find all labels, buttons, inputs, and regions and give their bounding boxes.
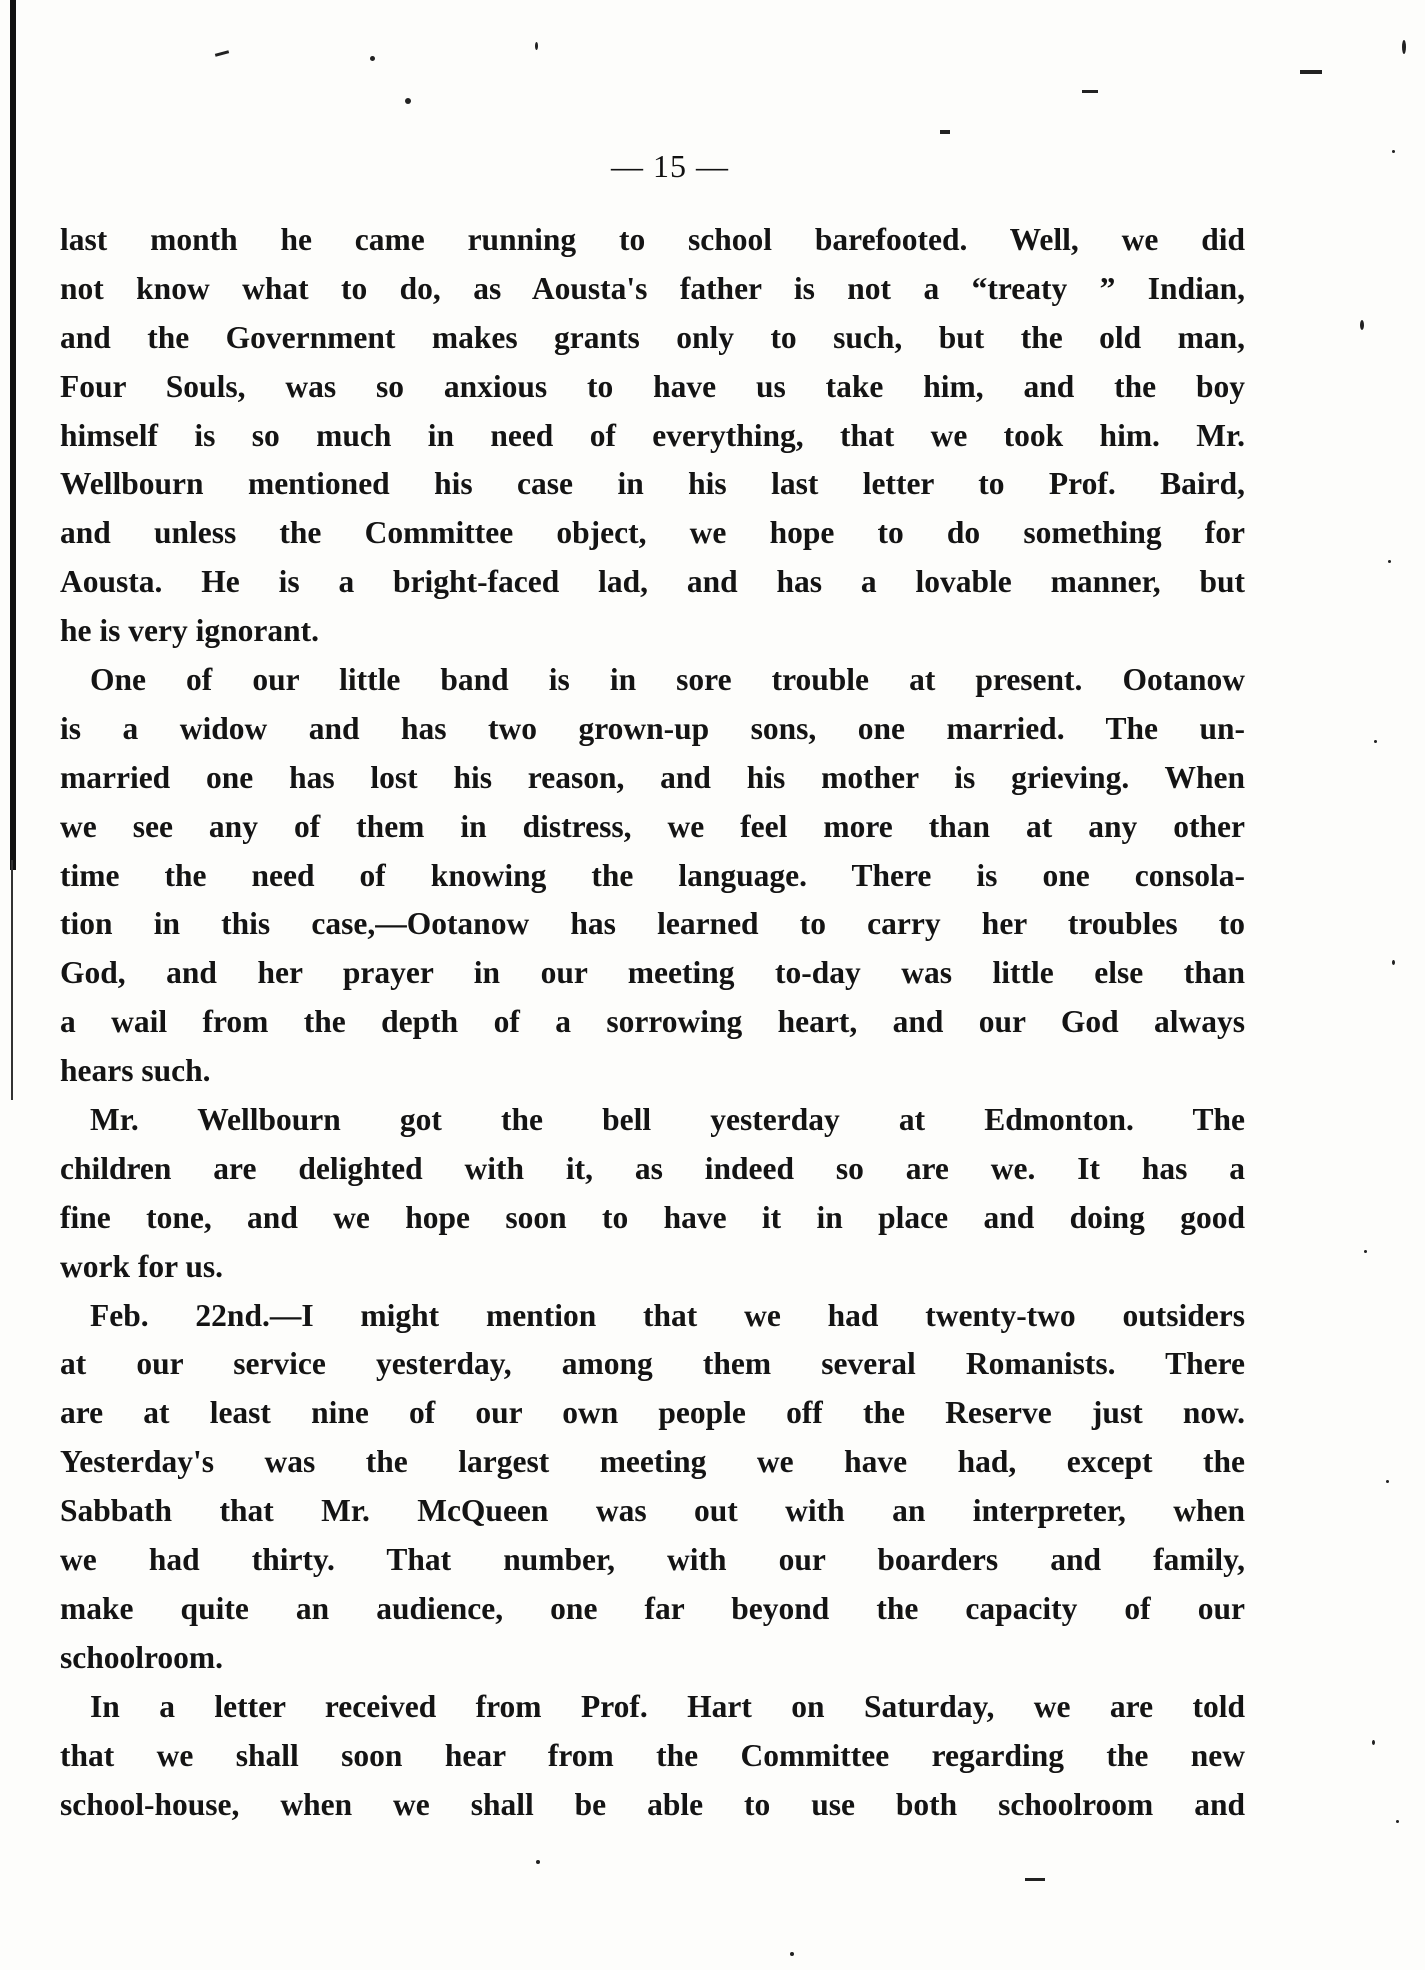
text-line: Feb. 22nd.—I might mention that we had twenty-two outsiders: [90, 1297, 1245, 1333]
binding-edge-line: [11, 860, 13, 1100]
text-line: Four Souls, was so anxious to have us take him, and the boy: [60, 368, 1245, 404]
scan-speck: [1392, 960, 1395, 965]
text-line: not know what to do, as Aousta's father is not a “treaty ” Indian,: [60, 270, 1245, 306]
text-line: Wellbourn mentioned his case in his last letter to Prof. Baird,: [60, 466, 1245, 502]
text-line: children are delighted with it, as indeed so are we. It has a: [60, 1150, 1245, 1186]
scan-speck: [1388, 560, 1391, 563]
text-line: and unless the Committee object, we hope to do something for: [60, 515, 1245, 551]
scan-speck: [1360, 320, 1364, 330]
text-line: fine tone, and we hope soon to have it in place and doing good: [60, 1199, 1245, 1235]
text-line: work for us.: [60, 1248, 224, 1284]
text-line: Aousta. He is a bright-faced lad, and has a lovable manner, but: [60, 564, 1245, 600]
text-line: himself is so much in need of everything, that we took him. Mr.: [60, 417, 1245, 453]
text-line: is a widow and has two grown-up sons, one married. The un-: [60, 710, 1245, 746]
scan-speck: [1364, 1250, 1367, 1253]
text-line: Yesterday's was the largest meeting we have had, except the: [60, 1444, 1245, 1480]
text-line: last month he came running to school barefooted. Well, we did: [60, 222, 1245, 257]
text-line: Sabbath that Mr. McQueen was out with an interpreter, when: [60, 1493, 1245, 1529]
text-line: Mr. Wellbourn got the bell yesterday at Edmonton. The: [90, 1102, 1245, 1138]
scan-speck: [405, 98, 411, 104]
scan-speck: [536, 1860, 540, 1864]
text-line: we had thirty. That number, with our boarders and family,: [60, 1542, 1245, 1578]
text-line: hears such.: [60, 1053, 211, 1089]
scan-speck: [1082, 90, 1098, 93]
scan-speck: [790, 1952, 794, 1956]
text-line: God, and her prayer in our meeting to-day was little else than: [60, 955, 1245, 991]
text-line: and the Government makes grants only to such, but the old man,: [60, 319, 1245, 355]
scan-speck: [1402, 40, 1406, 54]
binding-edge-shadow: [10, 0, 16, 870]
scan-speck: [1372, 1740, 1375, 1745]
text-line: are at least nine of our own people off the Reserve just now.: [60, 1395, 1245, 1431]
scan-speck: [370, 56, 375, 61]
text-line: schoolroom.: [60, 1639, 224, 1675]
text-line: we see any of them in distress, we feel more than at any other: [60, 808, 1245, 844]
scan-speck: [1386, 1480, 1389, 1483]
text-line: he is very ignorant.: [60, 613, 319, 649]
scan-speck: [535, 42, 538, 50]
text-line: tion in this case,—Ootanow has learned to carry her troubles to: [60, 906, 1245, 942]
scan-speck: [940, 130, 950, 134]
scan-speck: [215, 50, 229, 57]
text-line: In a letter received from Prof. Hart on Saturday, we are told: [90, 1688, 1245, 1724]
text-line: One of our little band is in sore trouble at present. Ootanow: [90, 662, 1245, 698]
scan-speck: [1396, 1820, 1399, 1823]
scan-speck: [1392, 150, 1395, 153]
text-line: school-house, when we shall be able to use both schoolroom and: [60, 1786, 1245, 1822]
page-number: — 15 —: [611, 148, 729, 184]
text-line: time the need of knowing the language. There is one consola-: [60, 857, 1245, 893]
text-line: at our service yesterday, among them several Romanists. There: [60, 1346, 1245, 1382]
text-line: that we shall soon hear from the Committee regarding the new: [60, 1737, 1245, 1773]
body-text: [60, 216, 1245, 1829]
text-line: married one has lost his reason, and his mother is grieving. When: [60, 759, 1245, 795]
scan-speck: [1374, 740, 1377, 743]
text-line: a wail from the depth of a sorrowing heart, and our God always: [60, 1004, 1245, 1040]
scan-speck: [1300, 70, 1322, 74]
scan-speck: [1025, 1878, 1045, 1881]
text-line: make quite an audience, one far beyond the capacity of our: [60, 1590, 1245, 1626]
